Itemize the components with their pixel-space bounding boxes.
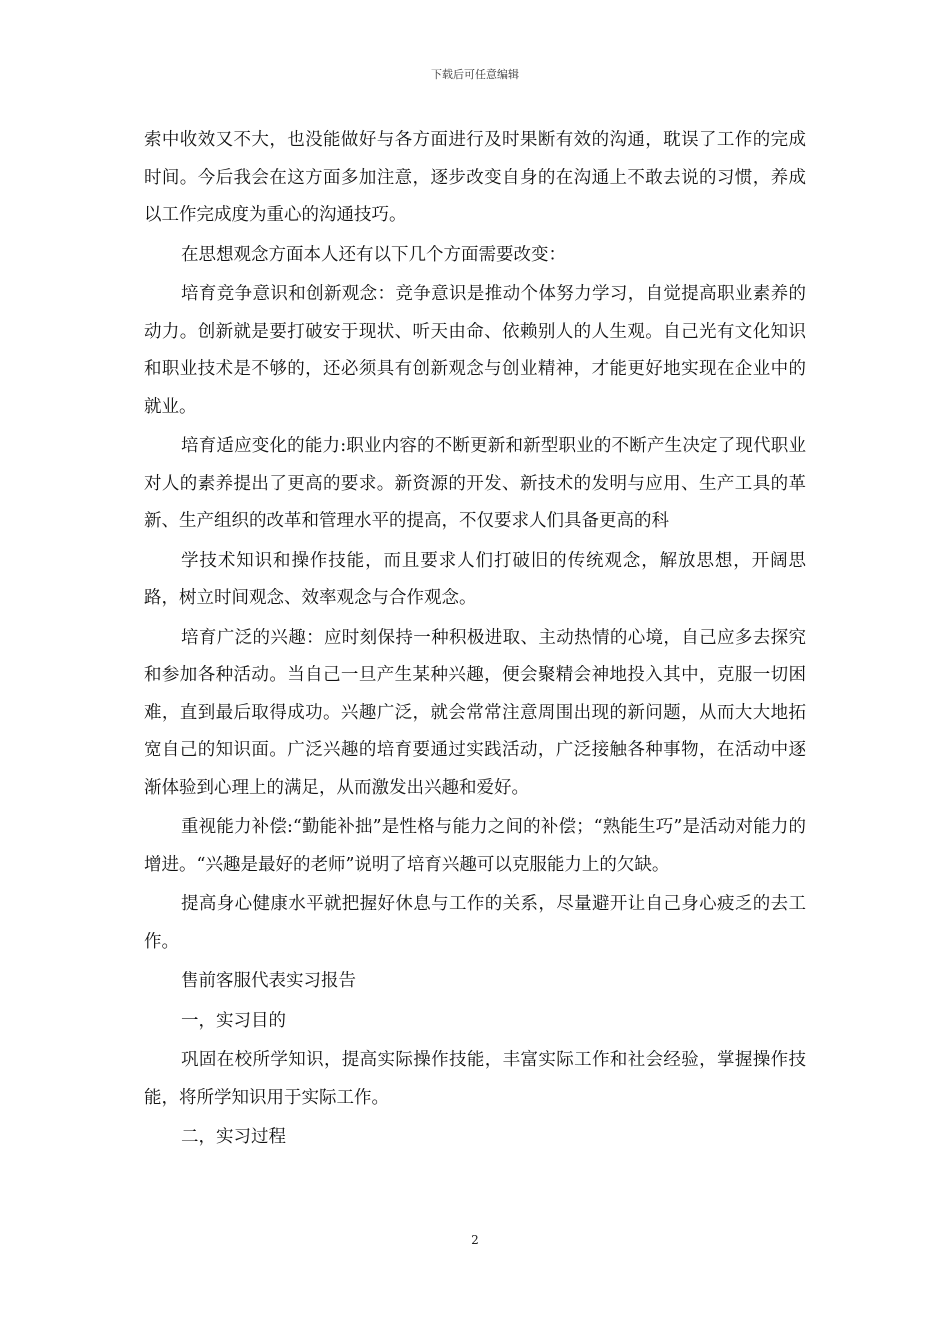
section-title: 售前客服代表实习报告 <box>181 971 356 991</box>
heading-objective: 一，实习目的 <box>181 1010 286 1031</box>
paragraph-3: 培育竞争意识和创新观念：竞争意识是推动个体努力学习，自觉提高职业素养的动力。创新就是要打破安于现状、听天由命、依赖别人的人生观。自己光有文化知识和职业技术是不够的，还必须具有创新观念与创业精神，才能更好地实现在企业中的就业。 <box>144 284 806 417</box>
heading-process: 二，实习过程 <box>181 1127 286 1147</box>
paragraph-6: 培育广泛的兴趣：应时刻保持一种积极进取、主动热情的心境，自己应多去探究和参加各种活动。当自己一旦产生某种兴趣，便会聚精会神地投入其中，克服一切困难，直到最后取得成功。兴趣广泛，就会常常注意周围出现的新问题，从而大大地拓宽自己的知识面。广泛兴趣的培育要通过实践活动，广泛接触各种事物，在活动中逐渐体验到心理上的满足，从而激发出兴趣和爱好。 <box>144 627 806 798</box>
paragraph-objective: 巩固在校所学知识，提高实际操作技能，丰富实际工作和社会经验，掌握操作技能，将所学知识用于实际工作。 <box>144 1050 806 1108</box>
paragraph-2: 在思想观念方面本人还有以下几个方面需要改变： <box>181 244 566 265</box>
paragraph-5: 学技术知识和操作技能，而且要求人们打破旧的传统观念，解放思想，开阔思路，树立时间观念、效率观念与合作观念。 <box>144 550 806 608</box>
paragraph-7: 重视能力补偿:“勤能补拙”是性格与能力之间的补偿；“熟能生巧”是活动对能力的增进。“兴趣是最好的老师”说明了培育兴趣可以克服能力上的欠缺。 <box>144 817 806 875</box>
paragraph-8: 提高身心健康水平就把握好休息与工作的关系，尽量避开让自己身心疲乏的去工作。 <box>144 894 806 952</box>
paragraph-4: 培育适应变化的能力:职业内容的不断更新和新型职业的不断产生决定了现代职业对人的素养提出了更高的要求。新资源的开发、新技术的发明与应用、生产工具的革新、生产组织的改革和管理水平的提高，不仅要求人们具备更高的科 <box>144 436 806 531</box>
document-body <box>144 122 806 1159</box>
paragraph-1: 索中收效又不大，也没能做好与各方面进行及时果断有效的沟通，耽误了工作的完成时间。今后我会在这方面多加注意，逐步改变自身的在沟通上不敢去说的习惯，养成以工作完成度为重心的沟通技巧。 <box>144 130 806 225</box>
page-number: 2 <box>471 1233 479 1247</box>
page-header: 下载后可任意编辑 <box>431 68 519 81</box>
